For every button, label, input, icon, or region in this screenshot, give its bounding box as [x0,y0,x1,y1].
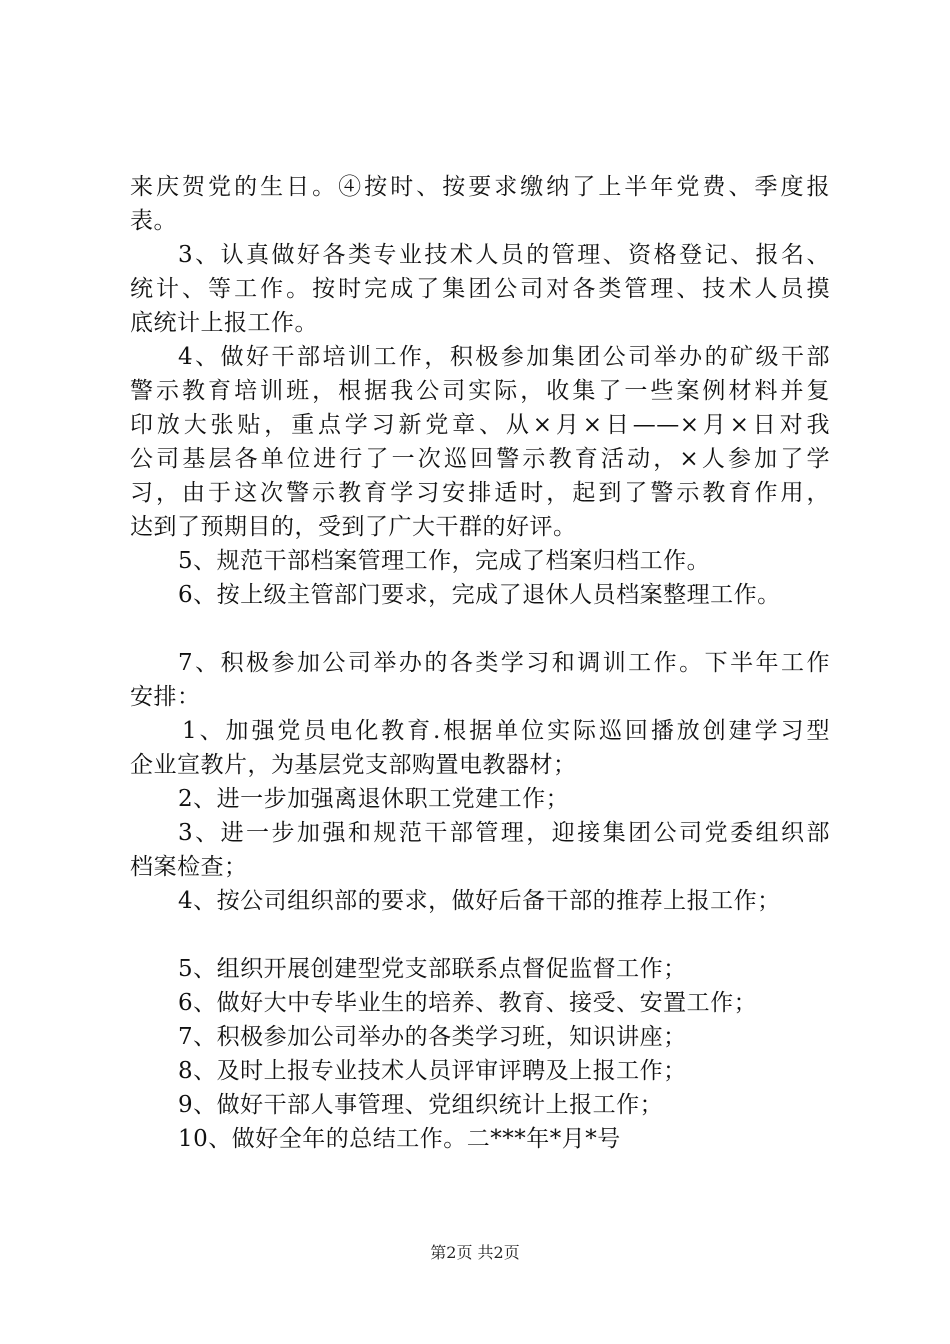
paragraph-6-line: 6、按上级主管部门要求，完成了退休人员档案整理工作。 [178,582,781,608]
text-line: 统计、等工作。按时完成了集团公司对各类管理、技术人员摸 [130,276,830,302]
plan-item-7-line: 7、积极参加公司举办的各类学习班，知识讲座； [178,1024,687,1050]
text-line: 底统计上报工作。 [130,310,318,336]
text-line: 来庆贺党的生日。④按时、按要求缴纳了上半年党费、季度报 [130,174,830,200]
paragraph-4-line: 4、做好干部培训工作，积极参加集团公司举办的矿级干部 [178,344,830,370]
plan-item-6-line: 6、做好大中专毕业生的培养、教育、接受、安置工作； [178,990,758,1016]
paragraph-5-line: 5、规范干部档案管理工作，完成了档案归档工作。 [178,548,711,574]
blank-line [130,612,830,646]
paragraph-3-line: 3、认真做好各类专业技术人员的管理、资格登记、报名、 [178,242,830,268]
text-line: 习，由于这次警示教育学习安排适时，起到了警示教育作用， [130,480,830,506]
text-line: 印放大张贴，重点学习新党章、从×月×日——×月×日对我 [130,412,830,438]
text-line: 表。 [130,208,177,234]
page-footer: 第2页 共2页 [430,1243,520,1262]
plan-item-9-line: 9、做好干部人事管理、党组织统计上报工作； [178,1092,664,1118]
plan-item-1-line: 1、加强党员电化教育.根据单位实际巡回播放创建学习型 [182,718,830,744]
text-line: 公司基层各单位进行了一次巡回警示教育活动，×人参加了学 [130,446,830,472]
plan-item-3-line: 3、进一步加强和规范干部管理，迎接集团公司党委组织部 [178,820,830,846]
document-body [130,170,830,1156]
paragraph-7-line: 7、积极参加公司举办的各类学习和调训工作。下半年工作 [178,650,830,676]
plan-item-10-line: 10、做好全年的总结工作。二***年*月*号 [178,1126,621,1152]
text-line: 达到了预期目的，受到了广大干群的好评。 [130,514,577,540]
text-line: 企业宣教片，为基层党支部购置电教器材； [130,752,577,778]
plan-item-4-line: 4、按公司组织部的要求，做好后备干部的推荐上报工作； [178,888,781,914]
plan-item-2-line: 2、进一步加强离退休职工党建工作； [178,786,570,812]
plan-item-5-line: 5、组织开展创建型党支部联系点督促监督工作； [178,956,687,982]
text-line: 警示教育培训班，根据我公司实际，收集了一些案例材料并复 [130,378,830,404]
text-line: 档案检查； [130,854,248,880]
plan-item-8-line: 8、及时上报专业技术人员评审评聘及上报工作； [178,1058,687,1084]
text-line: 安排： [130,684,201,710]
blank-line [130,918,830,952]
